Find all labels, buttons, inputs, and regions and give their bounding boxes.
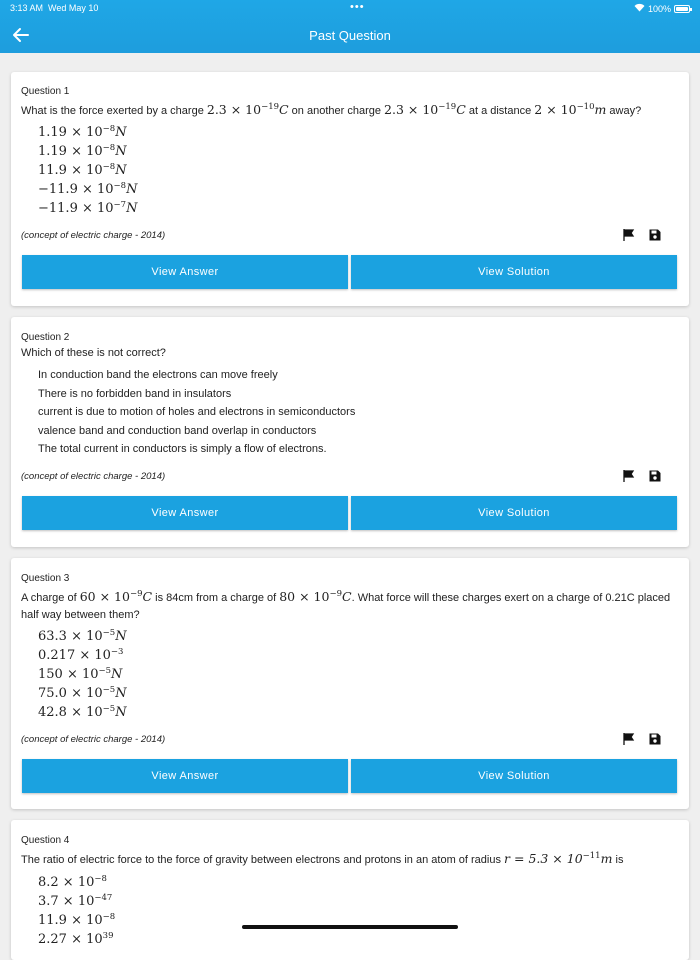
math-base: 80 × 10 — [279, 589, 330, 604]
view-solution-button[interactable]: View Solution — [351, 759, 677, 793]
option-exponent: −5 — [102, 704, 116, 714]
question-text-part: on another charge — [288, 105, 385, 117]
options-list — [38, 120, 137, 215]
option-unit: N — [111, 667, 123, 682]
option-base: 150 × 10 — [38, 667, 99, 682]
math-unit: C — [279, 102, 289, 117]
option-base: −11.9 × 10 — [38, 201, 114, 216]
option-c[interactable] — [38, 158, 137, 177]
wifi-icon — [634, 3, 645, 14]
math-base: r = 5.3 × 10 — [504, 851, 583, 866]
option-base: 11.9 × 10 — [38, 163, 103, 178]
option-base: 75.0 × 10 — [38, 686, 103, 701]
option-base: 1.19 × 10 — [38, 144, 103, 159]
option-exponent: −8 — [102, 162, 116, 172]
option-base: 11.9 × 10 — [38, 913, 103, 928]
option-base: −11.9 × 10 — [38, 182, 114, 197]
math-exponent: −10 — [576, 102, 595, 112]
question-text — [21, 99, 673, 120]
option-exponent: −7 — [113, 200, 127, 210]
option-exponent: −8 — [94, 874, 107, 884]
math-unit: C — [142, 589, 153, 604]
page-title: Past Question — [309, 28, 391, 43]
multitask-dots-icon[interactable]: ••• — [350, 1, 365, 13]
question-text-part: The ratio of electric force to the force of gravity between electrons and protons in an atom of radius — [21, 854, 505, 866]
math-exponent: −9 — [329, 589, 342, 599]
option-unit: N — [115, 125, 127, 140]
battery-icon — [674, 5, 690, 13]
question-label: Question 4 — [21, 835, 70, 846]
option-exponent: −8 — [102, 912, 116, 922]
view-solution-button[interactable]: View Solution — [351, 496, 677, 530]
math-exponent: −9 — [129, 589, 143, 599]
math-exponent: −11 — [582, 851, 601, 861]
question-actions — [623, 470, 661, 482]
option-exponent: −5 — [98, 666, 112, 676]
option-b[interactable]: There is no forbidden band in insulators — [38, 387, 232, 400]
options-list — [38, 624, 127, 719]
option-a[interactable] — [38, 624, 127, 643]
flag-icon[interactable] — [623, 733, 635, 745]
question-card-4 — [11, 820, 689, 960]
math-base: 2 × 10 — [534, 102, 577, 117]
option-base: 1.19 × 10 — [38, 125, 103, 140]
option-exponent: −8 — [102, 124, 116, 134]
option-base: 0.217 × 10 — [38, 648, 111, 663]
math-unit: C — [342, 589, 352, 604]
view-solution-button[interactable]: View Solution — [351, 255, 677, 289]
option-exponent: 39 — [102, 931, 114, 941]
option-unit: N — [126, 201, 138, 216]
option-a[interactable] — [38, 120, 137, 139]
math-base: 60 × 10 — [79, 589, 130, 604]
options-list — [38, 366, 355, 459]
status-bar — [10, 3, 690, 15]
question-text-part: is 84cm from a charge of — [152, 592, 280, 604]
option-a[interactable] — [38, 870, 115, 889]
option-e[interactable]: The total current in conductors is simply a flow of electrons. — [38, 443, 327, 455]
question-text-part: away? — [606, 105, 642, 117]
question-text-part: is — [612, 854, 624, 866]
status-time-text: 3:13 AM — [10, 3, 44, 13]
option-e[interactable] — [38, 196, 137, 215]
option-c[interactable] — [38, 908, 115, 927]
question-source: (concept of electric charge - 2014) — [21, 471, 166, 482]
question-label: Question 1 — [21, 86, 70, 97]
question-source: (concept of electric charge - 2014) — [21, 230, 166, 241]
option-base: 42.8 × 10 — [38, 705, 103, 720]
question-actions — [623, 733, 661, 745]
question-card-3 — [11, 558, 689, 809]
question-text — [21, 848, 673, 869]
status-time — [10, 3, 98, 13]
option-d[interactable]: valence band and conduction band overlap in conductors — [38, 424, 317, 437]
option-exponent: −5 — [102, 628, 116, 638]
option-b[interactable] — [38, 643, 127, 662]
question-text-part: . What force will these charges exert on a charge of 0.21C placed half way between them? — [21, 592, 671, 621]
option-b[interactable] — [38, 139, 137, 158]
question-card-2 — [11, 317, 689, 547]
math-exponent: −19 — [261, 102, 280, 112]
option-d[interactable] — [38, 681, 127, 700]
option-unit: N — [126, 182, 138, 197]
view-answer-button[interactable]: View Answer — [22, 255, 348, 289]
flag-icon[interactable] — [623, 470, 635, 482]
save-icon[interactable] — [649, 229, 661, 241]
math-distance — [534, 102, 606, 117]
math-unit: m — [600, 851, 613, 866]
option-d[interactable] — [38, 177, 137, 196]
save-icon[interactable] — [649, 470, 661, 482]
home-indicator[interactable] — [242, 925, 458, 929]
option-d[interactable] — [38, 927, 115, 946]
option-a[interactable]: In conduction band the electrons can move freely — [38, 369, 278, 381]
option-base: 3.7 × 10 — [38, 894, 95, 909]
math-exponent: −19 — [438, 102, 457, 112]
status-date-text: Wed May 10 — [48, 3, 99, 13]
status-right — [634, 3, 690, 14]
option-unit: N — [115, 686, 127, 701]
option-base: 2.27 × 10 — [38, 932, 103, 947]
options-list — [38, 870, 115, 946]
option-c[interactable]: current is due to motion of holes and electrons in semiconductors — [38, 406, 356, 418]
option-exponent: −3 — [110, 647, 124, 657]
battery-percent: 100% — [647, 3, 671, 14]
question-card-1 — [11, 72, 689, 306]
math-radius — [504, 851, 612, 866]
option-base: 8.2 × 10 — [38, 875, 95, 890]
question-source: (concept of electric charge - 2014) — [21, 734, 166, 745]
question-text — [21, 586, 673, 624]
option-unit: N — [115, 629, 127, 644]
question-text-part: A charge of — [21, 592, 80, 604]
math-charge-1 — [207, 102, 289, 117]
option-exponent: −5 — [102, 685, 116, 695]
question-text-part: at a distance — [465, 105, 535, 117]
math-base: 2.3 × 10 — [384, 102, 439, 117]
option-e[interactable] — [38, 700, 127, 719]
question-label: Question 3 — [21, 573, 70, 584]
math-charge-2 — [279, 589, 351, 604]
option-unit: N — [115, 163, 127, 178]
question-text-part: What is the force exerted by a charge — [21, 105, 207, 117]
math-unit: C — [456, 102, 466, 117]
option-unit: N — [115, 144, 127, 159]
flag-icon[interactable] — [623, 229, 635, 241]
math-base: 2.3 × 10 — [206, 102, 262, 117]
option-base: 63.3 × 10 — [38, 629, 103, 644]
math-unit: m — [594, 102, 607, 117]
question-label: Question 2 — [21, 332, 70, 343]
math-charge-1 — [80, 589, 152, 604]
math-charge-2 — [384, 102, 466, 117]
question-actions — [623, 229, 661, 241]
view-answer-button[interactable]: View Answer — [22, 759, 348, 793]
option-exponent: −8 — [113, 181, 127, 191]
option-exponent: −47 — [94, 893, 113, 903]
save-icon[interactable] — [649, 733, 661, 745]
option-b[interactable] — [38, 889, 115, 908]
app-bar — [0, 0, 700, 53]
option-c[interactable] — [38, 662, 127, 681]
option-exponent: −8 — [102, 143, 116, 153]
question-text: Which of these is not correct? — [21, 347, 166, 359]
option-unit: N — [115, 705, 127, 720]
view-answer-button[interactable]: View Answer — [22, 496, 348, 530]
